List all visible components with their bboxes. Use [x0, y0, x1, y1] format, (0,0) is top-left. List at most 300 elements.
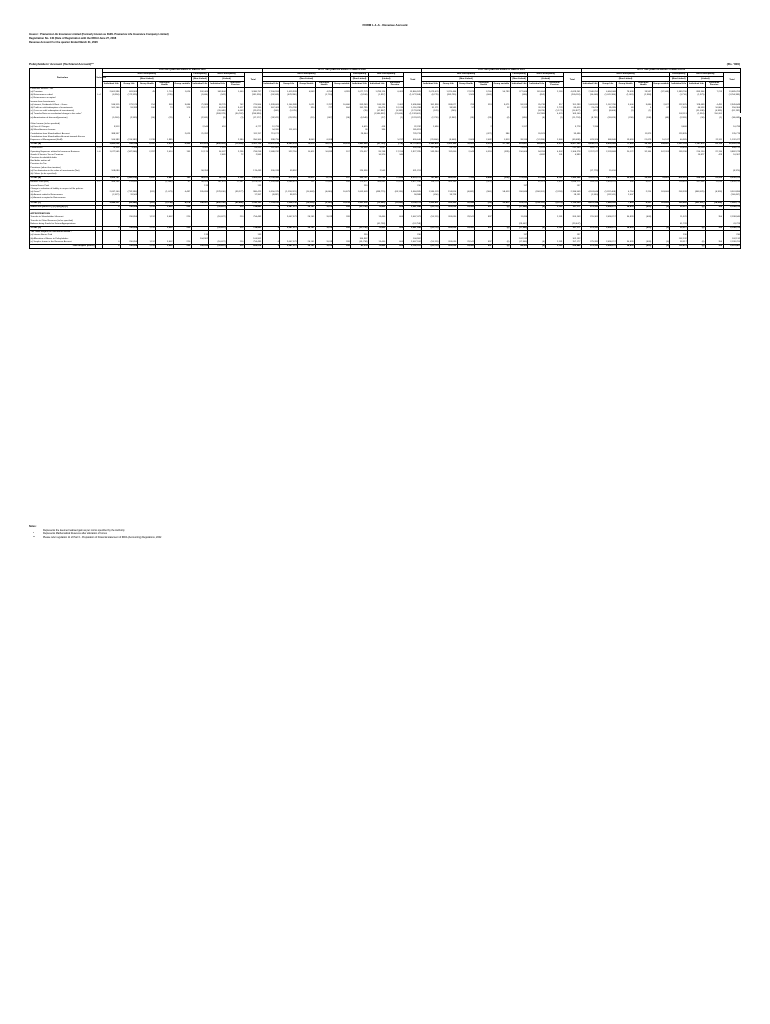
value-cell: 509,844 — [209, 91, 227, 94]
value-cell: 783 — [457, 104, 475, 107]
value-cell: 29,541 — [457, 241, 475, 245]
value-cell: 2,411,376 — [599, 177, 617, 181]
value-cell: 7,330 — [581, 126, 599, 129]
value-cell: 664 — [386, 205, 404, 209]
value-cell: 215,361 — [581, 216, 599, 219]
value-cell: 2,181 — [546, 227, 564, 231]
group-header: Non-Participating — [368, 73, 403, 77]
value-cell: (51,036) — [688, 110, 706, 113]
value-cell: 64,568 — [351, 147, 369, 151]
value-cell: 2,767,577 — [581, 151, 599, 154]
value-cell: 300,660 — [670, 201, 688, 205]
value-cell: 4,255 — [315, 91, 333, 94]
value-cell: 6,615 — [351, 126, 369, 129]
value-cell: 754,483 — [244, 205, 262, 209]
value-cell: 2,181 — [546, 216, 564, 219]
value-cell: 69,120 — [705, 143, 723, 147]
value-cell: 176,433 — [244, 170, 262, 173]
value-cell: (0) — [652, 227, 670, 231]
value-cell: (3,353) — [315, 201, 333, 205]
value-cell: 32,164 — [634, 151, 652, 154]
value-cell: 517 — [333, 151, 351, 154]
value-cell: (53,111) — [422, 245, 440, 249]
row-label: TOTAL (D) — [30, 227, 96, 231]
value-cell: (17,906) — [510, 205, 528, 209]
row-label: (b) Others (to be specified) — [30, 173, 96, 177]
value-cell: 10,460 — [333, 104, 351, 107]
value-cell: 1,077,773 — [351, 91, 369, 94]
column-header: Group variable — [333, 81, 351, 87]
value-cell: 4,029,201 — [563, 91, 581, 94]
value-cell: (53,111) — [422, 216, 440, 219]
insurer-name: Insurer : Pramerica Life Insurance Limited (Formerly known as DHFL Pramerica Life Insurance Company Limited) — [29, 33, 169, 36]
value-cell: 469,717 — [581, 147, 599, 151]
column-header: Group Life — [280, 81, 298, 87]
column-header: Individual Health — [156, 81, 174, 87]
value-cell: (36,049) — [723, 117, 741, 120]
value-cell: (53,111) — [422, 227, 440, 231]
value-cell: (14,877) — [563, 110, 581, 113]
value-cell: 85,285 — [599, 107, 617, 110]
column-header: Group Life — [599, 81, 617, 87]
value-cell: (26,625) — [599, 117, 617, 120]
value-cell: 754,483 — [244, 241, 262, 245]
subgroup-header: (Non-Linked) — [510, 77, 528, 81]
value-cell: 12,176 — [191, 151, 209, 154]
value-cell: (206,201) — [528, 191, 546, 194]
value-cell: 2,669 — [457, 139, 475, 143]
value-cell: 2,152,376 — [404, 245, 422, 249]
value-cell: 3,602 — [156, 241, 174, 245]
note-symbol: ** — [33, 535, 35, 539]
value-cell: 2,007 — [617, 194, 635, 197]
value-cell: 26,161 — [298, 216, 316, 219]
value-cell: (900) — [475, 191, 493, 194]
value-cell: 320 — [298, 107, 316, 110]
value-cell: 3,084 — [173, 104, 191, 107]
value-cell: 2,043 — [457, 151, 475, 154]
value-cell: 766,854 — [120, 216, 138, 219]
row-schedule: L-4 — [97, 94, 101, 97]
value-cell: 3,468 — [670, 126, 688, 129]
value-cell: 95,748 — [368, 151, 386, 154]
value-cell: (256,990) — [244, 113, 262, 116]
value-cell: 137 — [563, 234, 581, 237]
value-cell: 4,003 — [227, 110, 245, 113]
value-cell: 2,047,244 — [404, 205, 422, 209]
value-cell: (16,627) — [209, 241, 227, 245]
value-cell: 2,025 — [173, 133, 191, 136]
value-cell: 4,353 — [475, 151, 493, 154]
schedule-header: Schedule — [96, 69, 103, 88]
value-cell: 210 — [227, 205, 245, 209]
value-cell: 353,151 — [581, 181, 599, 185]
value-cell: 231,383 — [563, 147, 581, 151]
value-cell: 72 — [227, 154, 245, 157]
value-cell: 7,200,553 — [262, 91, 280, 94]
value-cell: (5,240) — [103, 117, 121, 120]
value-cell: 220 — [173, 205, 191, 209]
value-cell: 39,195 — [510, 139, 528, 143]
value-cell: (4,935) — [705, 110, 723, 113]
value-cell: 58,353 — [191, 170, 209, 173]
value-cell: 220 — [173, 245, 191, 249]
value-cell: 113,093 — [510, 177, 528, 181]
value-cell: 1,551,129 — [670, 143, 688, 147]
value-cell: (2,134) — [156, 201, 174, 205]
value-cell: (16,627) — [209, 245, 227, 249]
value-cell: 6,969 — [173, 143, 191, 147]
value-cell: 418 — [368, 126, 386, 129]
value-cell: 1,493,043 — [351, 143, 369, 147]
value-cell: 1,106,278 — [563, 151, 581, 154]
value-cell: 713,271 — [262, 133, 280, 136]
value-cell: 11,576 — [670, 216, 688, 219]
value-cell: 378,761 — [510, 201, 528, 205]
column-header: Individual Life — [688, 81, 706, 87]
value-cell: (1,916) — [688, 113, 706, 116]
value-cell: 897 — [475, 245, 493, 249]
column-header: Group Life — [120, 81, 138, 87]
column-header: Individual Life — [581, 81, 599, 87]
value-cell: (61,758) — [351, 227, 369, 231]
value-cell: 10,864 — [705, 107, 723, 110]
value-cell: 22,311 — [705, 139, 723, 143]
value-cell: (19,522) — [262, 117, 280, 120]
value-cell: 19,537 — [634, 91, 652, 94]
value-cell: 31,171 — [422, 107, 440, 110]
column-header: Individual Life — [191, 81, 209, 87]
value-cell: (172,329) — [120, 94, 138, 97]
value-cell: 230 — [723, 234, 741, 237]
value-cell: 20,271 — [315, 143, 333, 147]
row-label: SURPLUS/ (DEFICIT) (D) =(A)-(B)-(C) — [30, 205, 96, 209]
value-cell: 3,680 — [634, 104, 652, 107]
value-cell: 26,161 — [298, 245, 316, 249]
value-cell: (30,762) — [227, 113, 245, 116]
value-cell: (57,867) — [368, 110, 386, 113]
value-cell: 794,258 — [244, 151, 262, 154]
value-cell: 4,524,646 — [581, 191, 599, 194]
row-label: Interim Bonus Paid — [30, 185, 96, 188]
value-cell: (15,562) — [368, 201, 386, 205]
value-cell: 2,141 — [528, 147, 546, 151]
value-cell: 418 — [209, 126, 227, 129]
row-label: Provision for Tax — [30, 163, 96, 166]
value-cell: (51,703) — [368, 143, 386, 147]
value-cell: 1,112 — [138, 227, 156, 231]
value-cell: (172,626) — [404, 110, 422, 113]
value-cell: 1,565 — [457, 94, 475, 97]
value-cell: 771 — [475, 147, 493, 151]
value-cell: 2,198,705 — [723, 227, 741, 231]
value-cell: (1,580,952) — [368, 113, 386, 116]
value-cell: 9,619 — [315, 245, 333, 249]
value-cell: 7,005 — [670, 107, 688, 110]
value-cell: 429,324 — [581, 139, 599, 143]
value-cell: 252,751 — [351, 177, 369, 181]
value-cell: 107,969 — [528, 113, 546, 116]
column-header: Individual Life — [103, 81, 121, 87]
value-cell: (2,359) — [120, 117, 138, 120]
value-cell: 220 — [173, 227, 191, 231]
subgroup-header: (Linked) — [528, 77, 563, 81]
value-cell: 1,813 — [493, 139, 511, 143]
value-cell: 54,793 — [493, 91, 511, 94]
value-cell: 2,047,244 — [404, 227, 422, 231]
row-label: (b) Profit on sale/redemption of investments — [30, 107, 96, 110]
particulars-header: Particulars — [30, 69, 96, 88]
value-cell: 38,165 — [634, 143, 652, 147]
value-cell: 1,026 — [173, 91, 191, 94]
subgroup-header: (Non-Linked) — [191, 77, 209, 81]
value-cell: 0 — [262, 227, 280, 231]
value-cell: (8,776) — [422, 94, 440, 97]
value-cell: (107) — [315, 117, 333, 120]
value-cell: 0 — [262, 205, 280, 209]
value-cell: 3,877,298 — [404, 181, 422, 185]
value-cell: (0) — [493, 241, 511, 245]
value-cell: (1,550) — [581, 194, 599, 197]
value-cell: 69 — [617, 107, 635, 110]
value-cell: 350 — [705, 241, 723, 245]
group-header: Non-Participating — [422, 73, 511, 77]
value-cell: 664 — [386, 241, 404, 245]
value-cell: 0 — [262, 245, 280, 249]
row-label: Change in valuation of liability in respect of life policies — [30, 188, 96, 191]
value-cell: 34,839 — [617, 245, 635, 249]
value-cell: (395) — [493, 151, 511, 154]
value-cell: 2,546 — [191, 126, 209, 129]
value-cell: 186,195 — [368, 104, 386, 107]
value-cell: 226,028 — [688, 177, 706, 181]
value-cell: 4,363 — [120, 147, 138, 151]
value-cell: 2,096,217 — [599, 205, 617, 209]
subgroup-header: (Non-Linked) — [581, 77, 670, 81]
value-cell: (1,171) — [546, 110, 564, 113]
value-cell: 17,567 — [227, 181, 245, 185]
value-cell: 202,305 — [439, 201, 457, 205]
row-schedule — [96, 245, 103, 249]
value-cell: 754,483 — [244, 216, 262, 219]
value-cell: (3,674) — [528, 110, 546, 113]
value-cell: 350 — [705, 216, 723, 219]
account-title: Policyholders' Account (Technical Account)** — [29, 62, 94, 66]
value-cell: (29,447) — [563, 223, 581, 227]
value-cell: (5,392) — [386, 110, 404, 113]
subgroup-header: (Linked) — [688, 77, 723, 81]
value-cell: (603) — [634, 245, 652, 249]
value-cell: 2,839,792 — [723, 181, 741, 185]
column-header: Individual Pension — [386, 81, 404, 87]
value-cell: 2,963 — [244, 154, 262, 157]
value-cell: 203,030 — [439, 205, 457, 209]
value-cell: 1,389,790 — [670, 91, 688, 94]
value-cell: (34,048) — [581, 94, 599, 97]
value-cell: 78,638 — [617, 91, 635, 94]
value-cell: 71,650 — [617, 143, 635, 147]
period-line: Revenue Account For the quarter Ended March 31, 2020 — [29, 41, 98, 44]
column-header: Individual Life — [351, 81, 369, 87]
value-cell: (209,795) — [439, 94, 457, 97]
value-cell: 3,417 — [227, 107, 245, 110]
value-cell: 3,380,757 — [244, 91, 262, 94]
value-cell: 3,493,028 — [103, 143, 121, 147]
value-cell: 766,854 — [120, 241, 138, 245]
value-cell: 1,382,306 — [563, 177, 581, 181]
value-cell: 309 — [156, 104, 174, 107]
value-cell: 29,541 — [457, 245, 475, 249]
value-cell: 108,080 — [103, 170, 121, 173]
value-cell: 4,803 — [298, 91, 316, 94]
value-cell: 1,112 — [138, 241, 156, 245]
period-header: UPTO THE QUARTER ENDED 31 MARCH 2020 — [262, 69, 422, 73]
value-cell: 20,233 — [333, 143, 351, 147]
value-cell: 13,685,763 — [723, 91, 741, 94]
value-cell: 13,460 — [368, 216, 386, 219]
value-cell: 781,882 — [422, 177, 440, 181]
value-cell: (1) — [386, 117, 404, 120]
value-cell: (942) — [209, 94, 227, 97]
value-cell: 1,596,123 — [422, 191, 440, 194]
value-cell: 41,728 — [723, 223, 741, 227]
value-cell: (4,600) — [315, 191, 333, 194]
value-cell: 61,344 — [528, 177, 546, 181]
value-cell: (603) — [634, 241, 652, 245]
value-cell: 1,500,897 — [422, 201, 440, 205]
value-cell: 4,444 — [475, 177, 493, 181]
value-cell: 3,602 — [156, 216, 174, 219]
value-cell: 4,065,274 — [280, 143, 298, 147]
value-cell: 102,132 — [723, 238, 741, 241]
value-cell: 258,687 — [652, 143, 670, 147]
value-cell: 34,839 — [617, 241, 635, 245]
value-cell: (1,337,408) — [599, 191, 617, 194]
value-cell: 11,873 — [634, 133, 652, 136]
value-cell: (78,800) — [422, 139, 440, 143]
value-cell: 6,550,375 — [262, 191, 280, 194]
value-cell: 7,114,915 — [262, 201, 280, 205]
value-cell: (108) — [634, 117, 652, 120]
value-cell: 104,902 — [191, 238, 209, 241]
value-cell: 152,795 — [351, 107, 369, 110]
value-cell: 604 — [333, 107, 351, 110]
value-cell: 766,854 — [120, 227, 138, 231]
value-cell: 1,400 — [227, 91, 245, 94]
value-cell: 6,573 — [546, 143, 564, 147]
value-cell: (18) — [457, 117, 475, 120]
value-cell: (1,081) — [617, 94, 635, 97]
value-cell: 9,150,113 — [404, 201, 422, 205]
value-cell: 104,902 — [244, 238, 262, 241]
value-cell: 210,150 — [688, 151, 706, 154]
value-cell: (14,824) — [705, 201, 723, 205]
value-cell: 128,689 — [688, 104, 706, 107]
value-cell: 3,602 — [156, 245, 174, 249]
value-cell: (17,779) — [581, 170, 599, 173]
value-cell: 1,788,124 — [368, 91, 386, 94]
value-cell: 2,128,668 — [599, 151, 617, 154]
value-cell: 476,667 — [510, 143, 528, 147]
value-cell: 275,391 — [581, 227, 599, 231]
value-cell: 388,357 — [103, 133, 121, 136]
value-cell: (53,111) — [422, 241, 440, 245]
value-cell: 10,611 — [298, 177, 316, 181]
value-cell: 517 — [333, 177, 351, 181]
value-cell: 2,079,070 — [422, 91, 440, 94]
column-header: Individual Life — [670, 81, 688, 87]
value-cell: 1,314 — [209, 147, 227, 151]
value-cell: 209 — [333, 245, 351, 249]
value-cell: 8,231 — [634, 201, 652, 205]
value-cell: 287,466 — [688, 181, 706, 185]
value-cell: 2,047,573 — [280, 205, 298, 209]
value-cell: (1,975) — [688, 94, 706, 97]
value-cell: 18,451 — [652, 177, 670, 181]
value-cell: 311,707 — [244, 133, 262, 136]
value-cell: 521,213 — [404, 170, 422, 173]
value-cell: (35) — [351, 110, 369, 113]
value-cell: (536) — [510, 94, 528, 97]
note-item — [29, 536, 161, 540]
group-header: Non-Participating — [528, 73, 563, 77]
group-header: Participating — [191, 73, 209, 77]
value-cell: 2,336,549 — [563, 191, 581, 194]
value-cell: (1) — [705, 117, 723, 120]
value-cell: 3,882,278 — [723, 151, 741, 154]
value-cell: 71,989 — [191, 104, 209, 107]
value-cell: (30) — [688, 117, 706, 120]
value-cell: 94,318 — [528, 151, 546, 154]
value-cell: 1,599,846 — [262, 181, 280, 185]
value-cell: 15,877 — [688, 154, 706, 157]
value-cell: 102,132 — [563, 238, 581, 241]
value-cell: (1,664) — [191, 94, 209, 97]
value-cell: 133 — [191, 234, 209, 237]
value-cell: 5,564,595 — [404, 191, 422, 194]
value-cell: 1,003,049 — [351, 191, 369, 194]
value-cell: 26,113 — [528, 107, 546, 110]
value-cell: 94,588 — [404, 194, 422, 197]
row-label: TOTAL (A) — [30, 143, 96, 147]
value-cell: (17,177) — [244, 117, 262, 120]
row-label: (c) Surplus shown in the Revenue Account — [30, 241, 96, 245]
value-cell: 35,738 — [528, 104, 546, 107]
value-cell: 17,314 — [386, 151, 404, 154]
value-cell: 29,541 — [457, 227, 475, 231]
value-cell: (12,284) — [528, 139, 546, 143]
value-cell: 13,860,529 — [404, 91, 422, 94]
value-cell: 3,071 — [493, 104, 511, 107]
value-cell: 58,722 — [209, 177, 227, 181]
value-cell: 57 — [457, 107, 475, 110]
value-cell: (14) — [138, 117, 156, 120]
value-cell: 118,773 — [422, 181, 440, 185]
value-cell: (1,080) — [156, 181, 174, 185]
value-cell: (16,627) — [209, 205, 227, 209]
value-cell: 133 — [191, 185, 209, 188]
value-cell: 2,181 — [546, 205, 564, 209]
value-cell: 766,854 — [120, 205, 138, 209]
row-label: TOTAL (B) — [30, 177, 96, 181]
value-cell: (16,627) — [209, 227, 227, 231]
value-cell: 161,164 — [103, 107, 121, 110]
value-cell: 1,021 — [298, 104, 316, 107]
value-cell: 135,778 — [723, 133, 741, 136]
value-cell: (17,906) — [510, 227, 528, 231]
value-cell: 897 — [475, 241, 493, 245]
value-cell: 2,086,873 — [280, 181, 298, 185]
